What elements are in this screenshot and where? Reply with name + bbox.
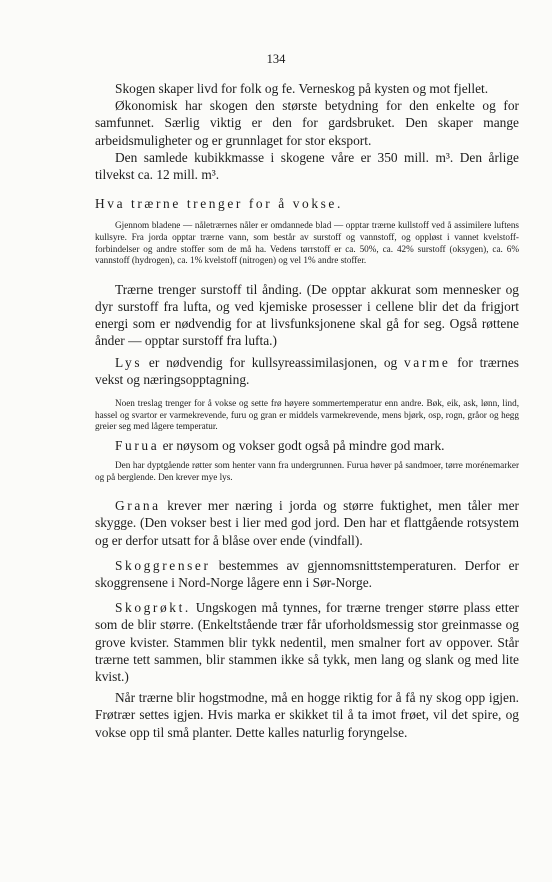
note-temperature: Noen treslag trenger for å vokse og sette frø høyere sommertemperatur enn andre. Bøk, eik, ask, lønn, lind, hassel og svartor er varmekrevende, furu og gran er middels varmekrevende, mens bjørk, osp, rogn, gråor og hegg greier seg med lågere temperatur. xyxy=(95,398,519,432)
keyword-lys: Lys xyxy=(115,354,143,370)
paragraph-regeneration: Når trærne blir hogstmodne, må en hogge riktig for å få ny skog opp igjen. Frøtrær settes igjen. Hvis marka er skikket til å ta imot frøet, vil det spire, og vokse opp til små planter. Dette kalles naturlig foryngelse. xyxy=(95,690,519,740)
keyword-skoggrenser: Skoggrenser xyxy=(115,557,211,573)
paragraph-furu: Furua er nøysom og vokser godt også på mindre god mark. xyxy=(115,437,445,453)
text-column xyxy=(95,80,519,741)
keyword-varme: varme xyxy=(403,354,451,370)
paragraph-forest-care: Skogrøkt. Ungskogen må tynnes, for trærne trenger større plass etter som de blir større. (Enkeltstående trær får uforholdsmessig stor greinmasse og grove kvister. Stammen blir tykk nedentil, men smalner fort av oppover. Står trærne tett sammen, blir stammen ikke så tykk, men lang og slank og med lite kvist.) xyxy=(95,600,519,685)
paragraph-tree-line: Skoggrenser bestemmes av gjennomsnittstemperaturen. Derfor er skoggrensene i Nord-Norge lågere enn i Sør-Norge. xyxy=(95,557,519,590)
paragraph-light-heat: Lys er nødvendig for kullsyreassimilasjonen, og varme for trærnes vekst og næringsopptagning. xyxy=(95,354,520,387)
paragraph-volume: Den samlede kubikkmasse i skogene våre er 350 mill. m³. Den årlige tilvekst ca. 12 mill. m³. xyxy=(95,149,519,183)
page-number: 134 xyxy=(266,52,286,66)
paragraph-economy: Økonomisk har skogen den største betydning for den enkelte og for samfunnet. Særlig viktig er den for gardsbruket. Den skaper mange arbeidsmuligheter og er grunnlaget for stor eksport. xyxy=(95,98,519,148)
section-heading-growth-needs: Hva trærne trenger for å vokse. xyxy=(95,196,343,212)
paragraph-oxygen: Trærne trenger surstoff til ånding. (De opptar akkurat som mennesker og dyr surstoff fra lufta, og ved kjemiske prosesser i cellene blir det da frigjort energi som er nødvendig for at livsfunksjonene skal gå for seg. Også røttene ånder — opptar surstoff fra lufta.) xyxy=(95,281,519,349)
note-furu: Den har dyptgående røtter som henter vann fra undergrunnen. Furua høver på sandmoer, tørre morénemarker og på berglende. Den krever mye lys. xyxy=(95,460,519,482)
paragraph-forest-uses: Skogen skaper livd for folk og fe. Verneskog på kysten og mot fjellet. xyxy=(115,81,489,96)
keyword-grana: Grana xyxy=(115,498,161,514)
keyword-skogrokt: Skogrøkt. xyxy=(115,600,191,616)
note-nutrients: Gjennom bladene — nåletrærnes nåler er omdannede blad — opptar trærne kullstoff ved å assimilere luftens kullsyre. Fra jorda opptar trærne vann, som består av surstoff og vannstoff, og oppløst i vannet kvelstoff-forbindelser og andre stoffer som de må ha. Vedens tørrstoff er ca. 50%, ca. 42% surstoff (oksygen), ca. 6% vannstoff (hydrogen), ca. 1% kvelstoff (nitrogen) og vel 1% andre stoffer. xyxy=(95,220,519,266)
paragraph-gran: Grana krever mer næring i jorda og større fuktighet, men tåler mer skygge. (Den vokser best i lier med god jord. Den har et flattgående rotsystem og er derfor utsatt for å blåse over ende (vindfall). xyxy=(95,498,519,548)
keyword-furua: Furua xyxy=(115,437,160,453)
